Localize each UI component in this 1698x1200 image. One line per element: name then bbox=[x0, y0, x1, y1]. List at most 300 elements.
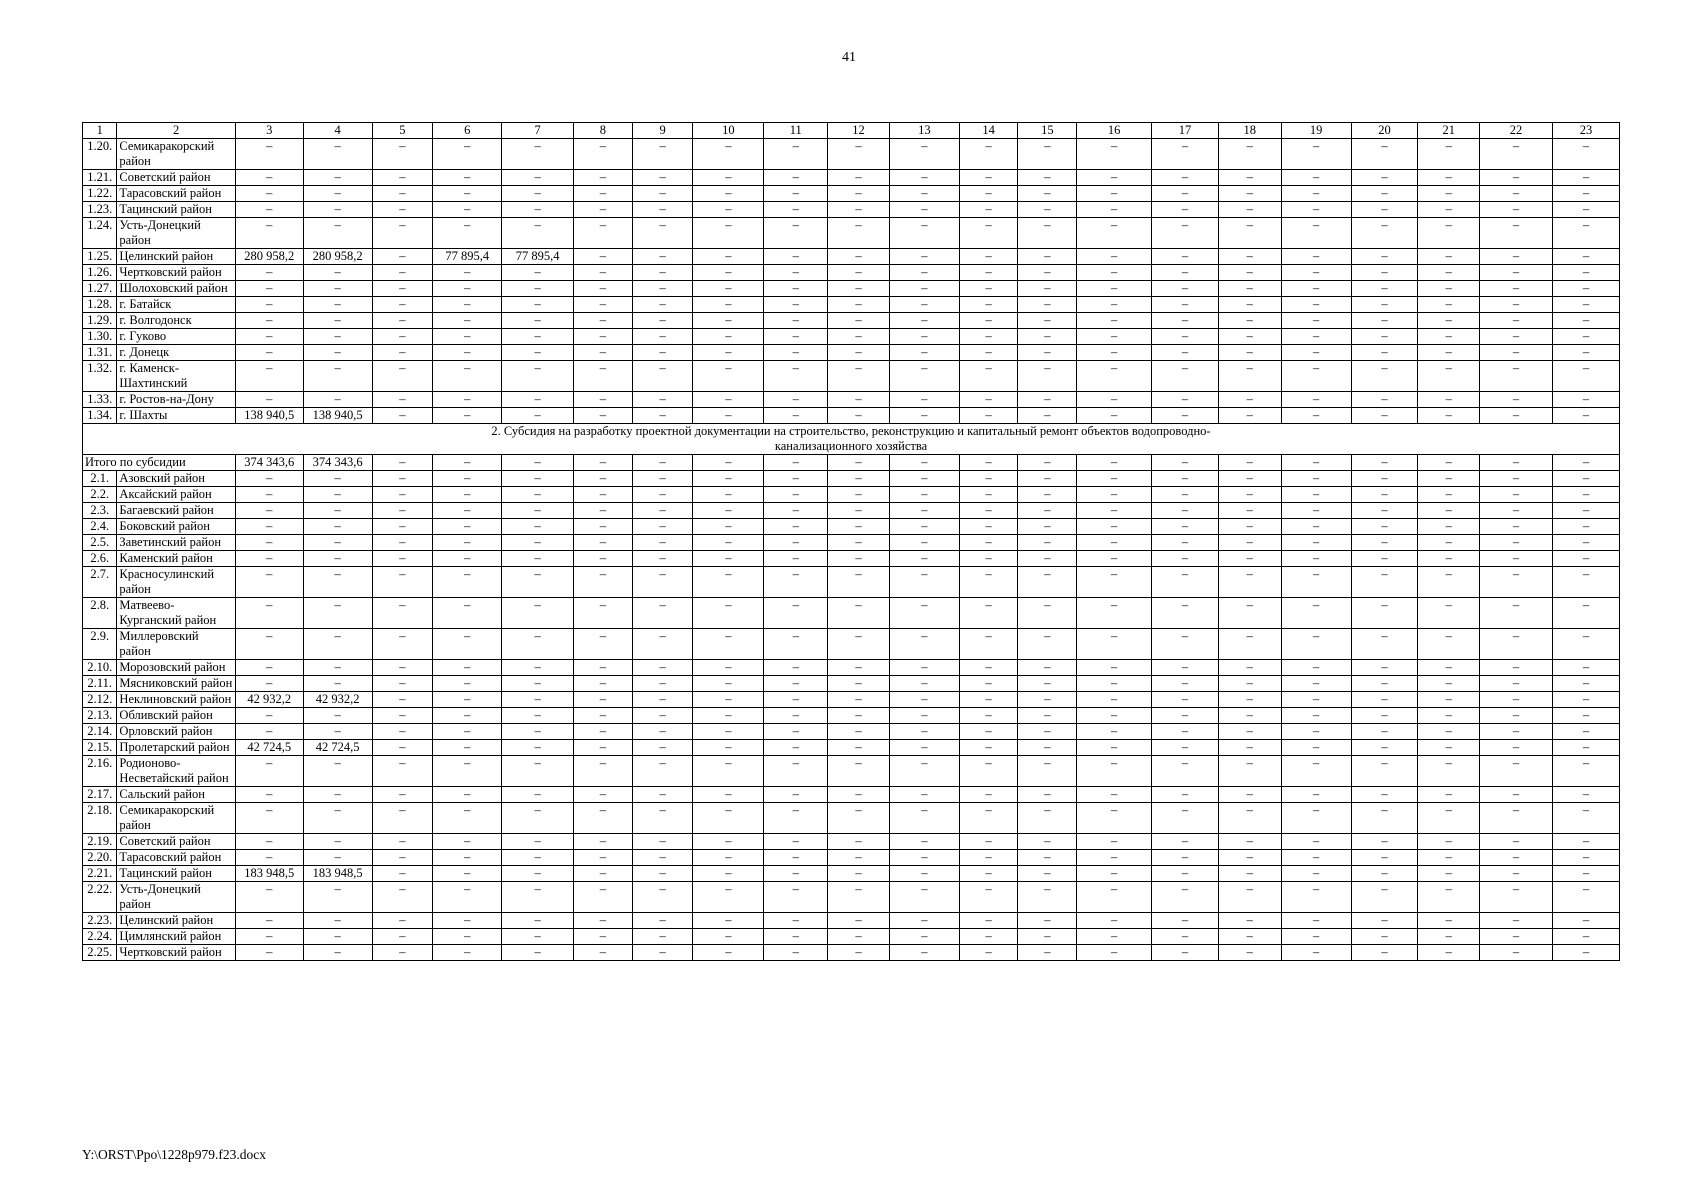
row-number: 2.22. bbox=[83, 882, 117, 913]
value-cell: – bbox=[502, 186, 574, 202]
value-cell: – bbox=[959, 660, 1018, 676]
value-cell: – bbox=[303, 834, 372, 850]
value-cell: – bbox=[828, 249, 890, 265]
value-cell: – bbox=[502, 329, 574, 345]
value-cell: – bbox=[235, 913, 303, 929]
value-cell: – bbox=[1351, 202, 1418, 218]
value-cell: – bbox=[235, 519, 303, 535]
value-cell: – bbox=[693, 218, 764, 249]
value-cell: – bbox=[502, 676, 574, 692]
row-number: 1.23. bbox=[83, 202, 117, 218]
value-cell: – bbox=[1553, 866, 1620, 882]
value-cell: – bbox=[1018, 882, 1077, 913]
value-cell: – bbox=[1218, 218, 1281, 249]
value-cell: – bbox=[1218, 281, 1281, 297]
value-cell: – bbox=[235, 471, 303, 487]
value-cell: – bbox=[1152, 170, 1219, 186]
value-cell: – bbox=[1281, 281, 1351, 297]
row-number: 2.14. bbox=[83, 724, 117, 740]
row-name: Пролетарский район bbox=[117, 740, 235, 756]
column-number-header: 1 bbox=[83, 123, 117, 139]
value-cell: – bbox=[1480, 249, 1553, 265]
value-cell: – bbox=[764, 408, 828, 424]
value-cell: – bbox=[1351, 629, 1418, 660]
value-cell: – bbox=[828, 850, 890, 866]
value-cell: – bbox=[764, 249, 828, 265]
value-cell: – bbox=[959, 519, 1018, 535]
value-cell: – bbox=[1553, 660, 1620, 676]
column-number-row bbox=[83, 123, 1620, 139]
value-cell: – bbox=[889, 503, 959, 519]
value-cell: – bbox=[1152, 345, 1219, 361]
value-cell: – bbox=[574, 519, 633, 535]
value-cell: – bbox=[889, 392, 959, 408]
value-cell: – bbox=[1152, 787, 1219, 803]
value-cell: – bbox=[235, 756, 303, 787]
value-cell: – bbox=[889, 535, 959, 551]
row-name: г. Шахты bbox=[117, 408, 235, 424]
value-cell: – bbox=[303, 265, 372, 281]
value-cell: – bbox=[1218, 186, 1281, 202]
value-cell: – bbox=[1281, 551, 1351, 567]
value-cell: – bbox=[959, 281, 1018, 297]
value-cell: – bbox=[574, 787, 633, 803]
value-cell: – bbox=[303, 708, 372, 724]
value-cell: – bbox=[828, 186, 890, 202]
value-cell: – bbox=[1018, 281, 1077, 297]
value-cell: – bbox=[693, 265, 764, 281]
value-cell: – bbox=[693, 170, 764, 186]
row-number: 1.28. bbox=[83, 297, 117, 313]
value-cell: – bbox=[574, 692, 633, 708]
value-cell: – bbox=[1218, 567, 1281, 598]
value-cell: – bbox=[1281, 567, 1351, 598]
value-cell: – bbox=[433, 945, 502, 961]
value-cell: – bbox=[632, 676, 693, 692]
value-cell: 183 948,5 bbox=[235, 866, 303, 882]
budget-table bbox=[82, 122, 1620, 961]
value-cell: – bbox=[959, 392, 1018, 408]
column-number-header: 21 bbox=[1418, 123, 1480, 139]
value-cell: – bbox=[828, 660, 890, 676]
value-cell: – bbox=[574, 487, 633, 503]
value-cell: – bbox=[574, 471, 633, 487]
value-cell: – bbox=[372, 567, 433, 598]
row-number: 1.32. bbox=[83, 361, 117, 392]
value-cell: – bbox=[1018, 676, 1077, 692]
value-cell: – bbox=[1152, 139, 1219, 170]
value-cell: – bbox=[303, 660, 372, 676]
value-cell: – bbox=[889, 866, 959, 882]
value-cell: – bbox=[433, 139, 502, 170]
value-cell: – bbox=[1480, 929, 1553, 945]
total-value-cell: – bbox=[574, 455, 633, 471]
value-cell: – bbox=[764, 724, 828, 740]
value-cell: – bbox=[889, 139, 959, 170]
row-number: 1.30. bbox=[83, 329, 117, 345]
value-cell: – bbox=[693, 882, 764, 913]
value-cell: – bbox=[1018, 408, 1077, 424]
value-cell: – bbox=[1281, 913, 1351, 929]
value-cell: – bbox=[1281, 471, 1351, 487]
row-number: 1.21. bbox=[83, 170, 117, 186]
value-cell: – bbox=[1351, 218, 1418, 249]
row-number: 2.19. bbox=[83, 834, 117, 850]
value-cell: – bbox=[1218, 866, 1281, 882]
value-cell: – bbox=[372, 598, 433, 629]
table-row bbox=[83, 249, 1620, 265]
value-cell: – bbox=[1281, 170, 1351, 186]
value-cell: – bbox=[1281, 487, 1351, 503]
value-cell: – bbox=[574, 756, 633, 787]
value-cell: – bbox=[632, 708, 693, 724]
value-cell: – bbox=[959, 945, 1018, 961]
value-cell: 42 932,2 bbox=[303, 692, 372, 708]
value-cell: – bbox=[574, 598, 633, 629]
column-number-header: 14 bbox=[959, 123, 1018, 139]
value-cell: – bbox=[764, 866, 828, 882]
value-cell: – bbox=[889, 170, 959, 186]
value-cell: – bbox=[1418, 913, 1480, 929]
value-cell: – bbox=[574, 329, 633, 345]
value-cell: – bbox=[764, 392, 828, 408]
value-cell: – bbox=[1480, 471, 1553, 487]
value-cell: – bbox=[632, 692, 693, 708]
value-cell: – bbox=[303, 535, 372, 551]
value-cell: – bbox=[1281, 724, 1351, 740]
value-cell: – bbox=[1418, 629, 1480, 660]
value-cell: – bbox=[372, 787, 433, 803]
value-cell: – bbox=[764, 535, 828, 551]
row-number: 1.27. bbox=[83, 281, 117, 297]
value-cell: – bbox=[235, 803, 303, 834]
value-cell: – bbox=[372, 929, 433, 945]
value-cell: – bbox=[693, 567, 764, 598]
row-number: 2.12. bbox=[83, 692, 117, 708]
row-name: Азовский район bbox=[117, 471, 235, 487]
value-cell: – bbox=[502, 139, 574, 170]
value-cell: – bbox=[632, 329, 693, 345]
value-cell: – bbox=[1480, 567, 1553, 598]
value-cell: – bbox=[1480, 297, 1553, 313]
value-cell: – bbox=[235, 629, 303, 660]
value-cell: – bbox=[1553, 503, 1620, 519]
value-cell: – bbox=[502, 850, 574, 866]
value-cell: – bbox=[1018, 170, 1077, 186]
value-cell: – bbox=[632, 535, 693, 551]
value-cell: – bbox=[1152, 551, 1219, 567]
value-cell: – bbox=[1480, 345, 1553, 361]
value-cell: – bbox=[1077, 186, 1152, 202]
value-cell: – bbox=[1152, 850, 1219, 866]
value-cell: – bbox=[632, 850, 693, 866]
value-cell: – bbox=[959, 329, 1018, 345]
value-cell: – bbox=[959, 535, 1018, 551]
value-cell: – bbox=[1018, 660, 1077, 676]
value-cell: – bbox=[303, 882, 372, 913]
value-cell: – bbox=[235, 202, 303, 218]
table-row bbox=[83, 692, 1620, 708]
value-cell: – bbox=[1018, 218, 1077, 249]
row-name: Заветинский район bbox=[117, 535, 235, 551]
value-cell: – bbox=[235, 329, 303, 345]
value-cell: – bbox=[1418, 313, 1480, 329]
value-cell: – bbox=[303, 139, 372, 170]
row-number: 2.13. bbox=[83, 708, 117, 724]
value-cell: – bbox=[1553, 756, 1620, 787]
value-cell: – bbox=[1152, 297, 1219, 313]
value-cell: – bbox=[1077, 249, 1152, 265]
value-cell: – bbox=[235, 186, 303, 202]
value-cell: – bbox=[1553, 913, 1620, 929]
value-cell: – bbox=[1152, 249, 1219, 265]
value-cell: – bbox=[1553, 724, 1620, 740]
value-cell: – bbox=[632, 945, 693, 961]
value-cell: – bbox=[1480, 519, 1553, 535]
value-cell: 183 948,5 bbox=[303, 866, 372, 882]
table-row bbox=[83, 740, 1620, 756]
value-cell: – bbox=[764, 170, 828, 186]
value-cell: – bbox=[1351, 392, 1418, 408]
value-cell: – bbox=[1553, 281, 1620, 297]
value-cell: – bbox=[1077, 297, 1152, 313]
value-cell: – bbox=[1418, 567, 1480, 598]
row-name: Матвеево-Курганский район bbox=[117, 598, 235, 629]
value-cell: – bbox=[889, 803, 959, 834]
value-cell: – bbox=[764, 756, 828, 787]
value-cell: – bbox=[1152, 866, 1219, 882]
value-cell: – bbox=[889, 281, 959, 297]
value-cell: – bbox=[372, 329, 433, 345]
value-cell: – bbox=[235, 850, 303, 866]
total-value-cell: – bbox=[693, 455, 764, 471]
row-number: 2.15. bbox=[83, 740, 117, 756]
value-cell: – bbox=[1281, 740, 1351, 756]
value-cell: – bbox=[1418, 787, 1480, 803]
value-cell: – bbox=[372, 834, 433, 850]
value-cell: – bbox=[1218, 361, 1281, 392]
value-cell: – bbox=[764, 202, 828, 218]
value-cell: – bbox=[828, 392, 890, 408]
value-cell: – bbox=[1351, 787, 1418, 803]
value-cell: – bbox=[959, 913, 1018, 929]
value-cell: – bbox=[303, 629, 372, 660]
value-cell: – bbox=[959, 629, 1018, 660]
value-cell: – bbox=[1351, 866, 1418, 882]
table-row bbox=[83, 186, 1620, 202]
value-cell: – bbox=[303, 850, 372, 866]
value-cell: – bbox=[1418, 598, 1480, 629]
value-cell: – bbox=[1553, 345, 1620, 361]
value-cell: – bbox=[502, 297, 574, 313]
value-cell: – bbox=[372, 249, 433, 265]
value-cell: – bbox=[372, 803, 433, 834]
value-cell: – bbox=[1077, 740, 1152, 756]
value-cell: – bbox=[959, 487, 1018, 503]
value-cell: – bbox=[828, 882, 890, 913]
value-cell: – bbox=[828, 724, 890, 740]
value-cell: – bbox=[693, 756, 764, 787]
value-cell: – bbox=[1418, 551, 1480, 567]
value-cell: – bbox=[1218, 692, 1281, 708]
value-cell: – bbox=[1553, 692, 1620, 708]
value-cell: – bbox=[433, 313, 502, 329]
value-cell: – bbox=[828, 313, 890, 329]
value-cell: – bbox=[1218, 929, 1281, 945]
row-name: Сальский район bbox=[117, 787, 235, 803]
value-cell: 280 958,2 bbox=[235, 249, 303, 265]
total-label: Итого по субсидии bbox=[83, 455, 236, 471]
value-cell: – bbox=[502, 519, 574, 535]
row-number: 2.23. bbox=[83, 913, 117, 929]
value-cell: – bbox=[1152, 519, 1219, 535]
row-name: Каменский район bbox=[117, 551, 235, 567]
value-cell: – bbox=[1553, 850, 1620, 866]
value-cell: – bbox=[303, 756, 372, 787]
value-cell: – bbox=[632, 834, 693, 850]
value-cell: – bbox=[1077, 692, 1152, 708]
value-cell: – bbox=[889, 471, 959, 487]
value-cell: – bbox=[433, 803, 502, 834]
row-number: 2.8. bbox=[83, 598, 117, 629]
value-cell: – bbox=[632, 724, 693, 740]
value-cell: – bbox=[1351, 408, 1418, 424]
value-cell: – bbox=[828, 834, 890, 850]
value-cell: – bbox=[693, 629, 764, 660]
row-name: Родионово-Несветайский район bbox=[117, 756, 235, 787]
value-cell: – bbox=[828, 281, 890, 297]
value-cell: – bbox=[889, 598, 959, 629]
value-cell: – bbox=[1418, 408, 1480, 424]
row-name: Целинский район bbox=[117, 249, 235, 265]
value-cell: – bbox=[1018, 202, 1077, 218]
value-cell: – bbox=[1351, 929, 1418, 945]
value-cell: – bbox=[828, 218, 890, 249]
value-cell: – bbox=[959, 345, 1018, 361]
value-cell: – bbox=[574, 535, 633, 551]
value-cell: – bbox=[1018, 692, 1077, 708]
value-cell: – bbox=[764, 487, 828, 503]
total-value-cell: – bbox=[372, 455, 433, 471]
value-cell: – bbox=[372, 882, 433, 913]
value-cell: – bbox=[828, 629, 890, 660]
total-value-cell: 374 343,6 bbox=[235, 455, 303, 471]
value-cell: – bbox=[372, 345, 433, 361]
row-name: Чертковский район bbox=[117, 265, 235, 281]
value-cell: 42 932,2 bbox=[235, 692, 303, 708]
value-cell: – bbox=[1018, 345, 1077, 361]
value-cell: – bbox=[1553, 676, 1620, 692]
value-cell: – bbox=[889, 313, 959, 329]
value-cell: – bbox=[433, 740, 502, 756]
value-cell: – bbox=[1077, 866, 1152, 882]
value-cell: – bbox=[764, 471, 828, 487]
value-cell: – bbox=[1418, 724, 1480, 740]
value-cell: – bbox=[764, 567, 828, 598]
row-number: 2.17. bbox=[83, 787, 117, 803]
value-cell: – bbox=[574, 313, 633, 329]
total-value-cell: – bbox=[1480, 455, 1553, 471]
row-number: 1.22. bbox=[83, 186, 117, 202]
value-cell: – bbox=[502, 708, 574, 724]
value-cell: – bbox=[1018, 265, 1077, 281]
value-cell: – bbox=[828, 297, 890, 313]
value-cell: – bbox=[1480, 265, 1553, 281]
value-cell: – bbox=[693, 329, 764, 345]
value-cell: – bbox=[764, 139, 828, 170]
value-cell: – bbox=[889, 945, 959, 961]
value-cell: – bbox=[959, 676, 1018, 692]
value-cell: – bbox=[1018, 724, 1077, 740]
value-cell: – bbox=[1152, 218, 1219, 249]
table-row bbox=[83, 392, 1620, 408]
value-cell: – bbox=[632, 660, 693, 676]
value-cell: – bbox=[1480, 882, 1553, 913]
value-cell: – bbox=[433, 408, 502, 424]
value-cell: – bbox=[1281, 708, 1351, 724]
column-number-header: 22 bbox=[1480, 123, 1553, 139]
value-cell: – bbox=[303, 361, 372, 392]
value-cell: – bbox=[574, 929, 633, 945]
value-cell: – bbox=[764, 850, 828, 866]
value-cell: – bbox=[959, 724, 1018, 740]
value-cell: – bbox=[632, 392, 693, 408]
row-name: Шолоховский район bbox=[117, 281, 235, 297]
row-name: г. Донецк bbox=[117, 345, 235, 361]
row-name: г. Батайск bbox=[117, 297, 235, 313]
table-row bbox=[83, 803, 1620, 834]
value-cell: – bbox=[235, 708, 303, 724]
value-cell: – bbox=[632, 281, 693, 297]
value-cell: – bbox=[1018, 139, 1077, 170]
value-cell: – bbox=[372, 281, 433, 297]
table-row bbox=[83, 535, 1620, 551]
value-cell: – bbox=[502, 281, 574, 297]
column-number-header: 6 bbox=[433, 123, 502, 139]
value-cell: – bbox=[828, 265, 890, 281]
table-row bbox=[83, 487, 1620, 503]
value-cell: – bbox=[889, 708, 959, 724]
value-cell: – bbox=[693, 503, 764, 519]
value-cell: – bbox=[1418, 503, 1480, 519]
value-cell: – bbox=[574, 361, 633, 392]
row-number: 2.20. bbox=[83, 850, 117, 866]
value-cell: – bbox=[889, 487, 959, 503]
value-cell: – bbox=[1218, 551, 1281, 567]
value-cell: – bbox=[889, 218, 959, 249]
value-cell: – bbox=[1553, 882, 1620, 913]
value-cell: – bbox=[372, 945, 433, 961]
value-cell: – bbox=[1418, 361, 1480, 392]
value-cell: – bbox=[235, 218, 303, 249]
value-cell: – bbox=[1418, 708, 1480, 724]
value-cell: – bbox=[1418, 345, 1480, 361]
value-cell: – bbox=[632, 882, 693, 913]
value-cell: – bbox=[502, 202, 574, 218]
value-cell: – bbox=[303, 803, 372, 834]
value-cell: – bbox=[1077, 676, 1152, 692]
value-cell: – bbox=[889, 850, 959, 866]
value-cell: – bbox=[574, 408, 633, 424]
row-name: Усть-Донецкий район bbox=[117, 882, 235, 913]
table-row bbox=[83, 850, 1620, 866]
value-cell: – bbox=[1152, 913, 1219, 929]
table-row bbox=[83, 945, 1620, 961]
value-cell: – bbox=[632, 139, 693, 170]
value-cell: – bbox=[303, 724, 372, 740]
value-cell: – bbox=[1077, 202, 1152, 218]
column-number-header: 11 bbox=[764, 123, 828, 139]
